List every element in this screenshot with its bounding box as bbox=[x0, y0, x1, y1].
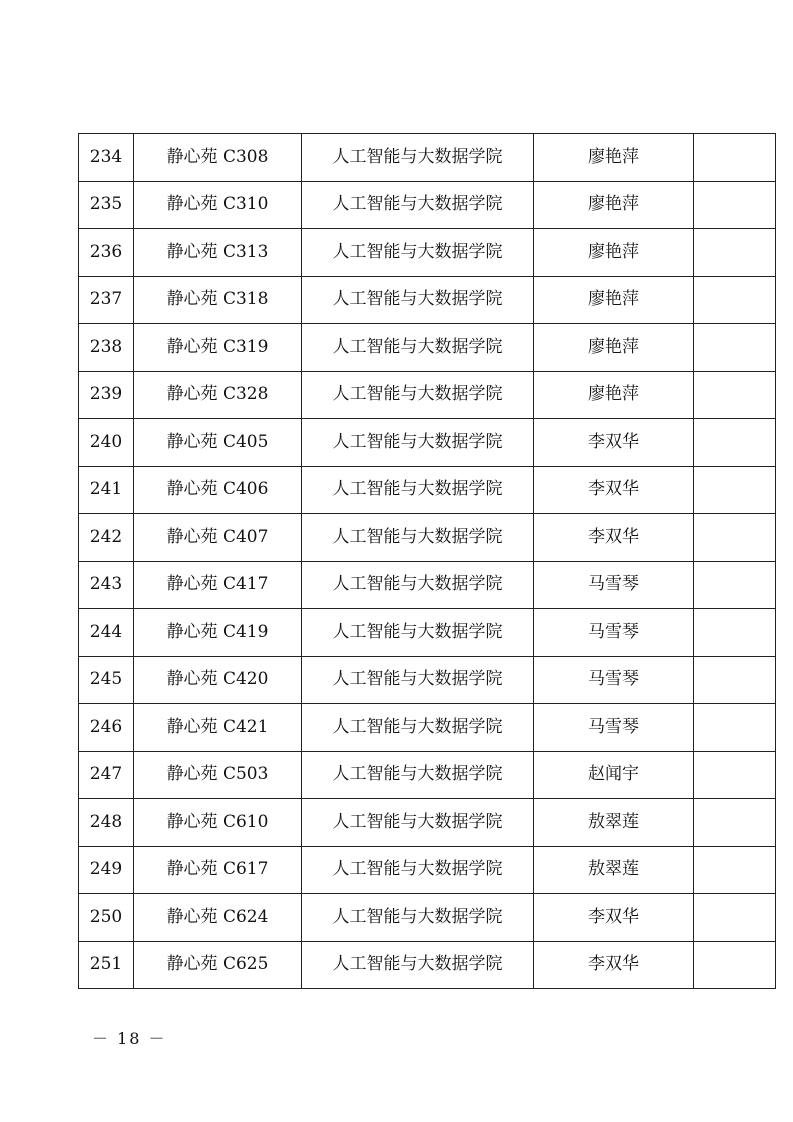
cell-person-in-charge: 赵闻宇 bbox=[534, 751, 694, 799]
cell-person-in-charge: 马雪琴 bbox=[534, 609, 694, 657]
cell-college: 人工智能与大数据学院 bbox=[302, 181, 534, 229]
cell-remark bbox=[694, 514, 776, 562]
cell-remark bbox=[694, 466, 776, 514]
cell-remark bbox=[694, 324, 776, 372]
cell-college: 人工智能与大数据学院 bbox=[302, 561, 534, 609]
cell-number: 238 bbox=[79, 324, 134, 372]
cell-room: 静心苑 C503 bbox=[134, 751, 302, 799]
table-row bbox=[79, 609, 776, 657]
cell-number: 248 bbox=[79, 799, 134, 847]
table-row bbox=[79, 799, 776, 847]
cell-college: 人工智能与大数据学院 bbox=[302, 466, 534, 514]
cell-person-in-charge: 李双华 bbox=[534, 419, 694, 467]
table-row bbox=[79, 704, 776, 752]
cell-remark bbox=[694, 181, 776, 229]
cell-number: 246 bbox=[79, 704, 134, 752]
table-row bbox=[79, 419, 776, 467]
cell-room: 静心苑 C308 bbox=[134, 134, 302, 182]
cell-remark bbox=[694, 941, 776, 989]
cell-room: 静心苑 C310 bbox=[134, 181, 302, 229]
cell-person-in-charge: 李双华 bbox=[534, 941, 694, 989]
table-row bbox=[79, 134, 776, 182]
table-row bbox=[79, 846, 776, 894]
cell-room: 静心苑 C419 bbox=[134, 609, 302, 657]
table-row bbox=[79, 894, 776, 942]
cell-person-in-charge: 马雪琴 bbox=[534, 656, 694, 704]
cell-person-in-charge: 敖翠莲 bbox=[534, 846, 694, 894]
cell-person-in-charge: 李双华 bbox=[534, 894, 694, 942]
cell-number: 245 bbox=[79, 656, 134, 704]
cell-remark bbox=[694, 704, 776, 752]
table-body bbox=[79, 134, 776, 989]
cell-remark bbox=[694, 229, 776, 277]
cell-room: 静心苑 C406 bbox=[134, 466, 302, 514]
cell-number: 250 bbox=[79, 894, 134, 942]
cell-room: 静心苑 C313 bbox=[134, 229, 302, 277]
cell-room: 静心苑 C417 bbox=[134, 561, 302, 609]
cell-number: 235 bbox=[79, 181, 134, 229]
cell-remark bbox=[694, 134, 776, 182]
cell-person-in-charge: 廖艳萍 bbox=[534, 181, 694, 229]
cell-college: 人工智能与大数据学院 bbox=[302, 134, 534, 182]
cell-room: 静心苑 C328 bbox=[134, 371, 302, 419]
cell-room: 静心苑 C420 bbox=[134, 656, 302, 704]
table-row bbox=[79, 181, 776, 229]
cell-room: 静心苑 C405 bbox=[134, 419, 302, 467]
table-row bbox=[79, 941, 776, 989]
cell-number: 243 bbox=[79, 561, 134, 609]
cell-college: 人工智能与大数据学院 bbox=[302, 371, 534, 419]
table-row bbox=[79, 466, 776, 514]
cell-college: 人工智能与大数据学院 bbox=[302, 514, 534, 562]
cell-person-in-charge: 马雪琴 bbox=[534, 704, 694, 752]
cell-person-in-charge: 廖艳萍 bbox=[534, 324, 694, 372]
cell-college: 人工智能与大数据学院 bbox=[302, 229, 534, 277]
cell-remark bbox=[694, 371, 776, 419]
cell-person-in-charge: 廖艳萍 bbox=[534, 229, 694, 277]
cell-college: 人工智能与大数据学院 bbox=[302, 609, 534, 657]
cell-room: 静心苑 C625 bbox=[134, 941, 302, 989]
cell-number: 241 bbox=[79, 466, 134, 514]
cell-person-in-charge: 廖艳萍 bbox=[534, 371, 694, 419]
cell-room: 静心苑 C624 bbox=[134, 894, 302, 942]
cell-number: 242 bbox=[79, 514, 134, 562]
cell-person-in-charge: 马雪琴 bbox=[534, 561, 694, 609]
cell-room: 静心苑 C407 bbox=[134, 514, 302, 562]
cell-room: 静心苑 C610 bbox=[134, 799, 302, 847]
cell-number: 244 bbox=[79, 609, 134, 657]
table-row bbox=[79, 656, 776, 704]
cell-college: 人工智能与大数据学院 bbox=[302, 419, 534, 467]
table-row bbox=[79, 751, 776, 799]
cell-number: 251 bbox=[79, 941, 134, 989]
cell-number: 239 bbox=[79, 371, 134, 419]
table-row bbox=[79, 514, 776, 562]
table-row bbox=[79, 276, 776, 324]
cell-college: 人工智能与大数据学院 bbox=[302, 751, 534, 799]
cell-remark bbox=[694, 846, 776, 894]
cell-college: 人工智能与大数据学院 bbox=[302, 276, 534, 324]
cell-remark bbox=[694, 894, 776, 942]
page-number: － 18 － bbox=[92, 1029, 167, 1048]
cell-college: 人工智能与大数据学院 bbox=[302, 324, 534, 372]
cell-college: 人工智能与大数据学院 bbox=[302, 656, 534, 704]
table-row bbox=[79, 371, 776, 419]
cell-remark bbox=[694, 751, 776, 799]
cell-room: 静心苑 C318 bbox=[134, 276, 302, 324]
cell-person-in-charge: 廖艳萍 bbox=[534, 276, 694, 324]
cell-number: 236 bbox=[79, 229, 134, 277]
table-row bbox=[79, 561, 776, 609]
cell-remark bbox=[694, 419, 776, 467]
cell-room: 静心苑 C319 bbox=[134, 324, 302, 372]
cell-remark bbox=[694, 276, 776, 324]
cell-number: 234 bbox=[79, 134, 134, 182]
cell-room: 静心苑 C617 bbox=[134, 846, 302, 894]
cell-college: 人工智能与大数据学院 bbox=[302, 846, 534, 894]
cell-person-in-charge: 敖翠莲 bbox=[534, 799, 694, 847]
cell-person-in-charge: 李双华 bbox=[534, 466, 694, 514]
cell-number: 237 bbox=[79, 276, 134, 324]
cell-college: 人工智能与大数据学院 bbox=[302, 894, 534, 942]
cell-remark bbox=[694, 799, 776, 847]
dormitory-table bbox=[78, 133, 776, 989]
cell-number: 249 bbox=[79, 846, 134, 894]
cell-room: 静心苑 C421 bbox=[134, 704, 302, 752]
cell-number: 247 bbox=[79, 751, 134, 799]
cell-college: 人工智能与大数据学院 bbox=[302, 799, 534, 847]
cell-person-in-charge: 廖艳萍 bbox=[534, 134, 694, 182]
cell-person-in-charge: 李双华 bbox=[534, 514, 694, 562]
cell-remark bbox=[694, 656, 776, 704]
table-row bbox=[79, 229, 776, 277]
cell-college: 人工智能与大数据学院 bbox=[302, 941, 534, 989]
table-row bbox=[79, 324, 776, 372]
cell-remark bbox=[694, 561, 776, 609]
cell-number: 240 bbox=[79, 419, 134, 467]
cell-remark bbox=[694, 609, 776, 657]
cell-college: 人工智能与大数据学院 bbox=[302, 704, 534, 752]
